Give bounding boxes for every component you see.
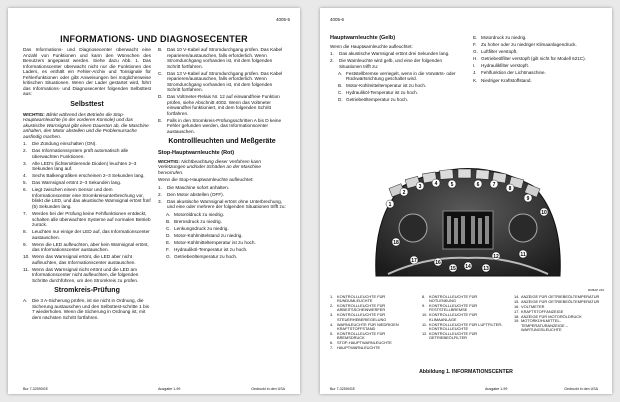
list-item-number: 2. bbox=[330, 58, 334, 64]
yellow-intro: Wenn die Hauptwarnleuchte aufleuchtet: bbox=[330, 43, 413, 49]
list-item bbox=[166, 212, 286, 218]
list-item-text: Motor-Kühlmittelstand zu niedrig. bbox=[174, 232, 243, 238]
list-item-text: Feststellbremse verriegelt, wenn in die Vorwärts- oder Rückwärtsrichtung geschaltet wird. bbox=[346, 70, 456, 82]
callout-label: 6 bbox=[476, 181, 480, 188]
list-item-number: 2. bbox=[23, 148, 27, 154]
list-item-text: Motoröldruck zu niedrig. bbox=[174, 211, 225, 217]
list-item bbox=[166, 219, 286, 225]
legend-number: 3. bbox=[330, 312, 334, 318]
stop-steps-list bbox=[158, 185, 286, 210]
list-item-number: A. bbox=[23, 298, 28, 304]
list-item-text: Wenn die LED aufleuchten, aber kein Warnsignal ertönt, das Informationscenter austauschen. bbox=[32, 241, 149, 253]
list-item bbox=[23, 187, 151, 209]
list-item-text: Getriebeöltemperatur zu hoch. bbox=[174, 254, 238, 260]
list-item bbox=[338, 71, 458, 82]
yellow-substeps-list bbox=[338, 71, 458, 103]
list-item-text: Hydraulikfilter verstopft. bbox=[481, 63, 529, 69]
yellow-steps-list bbox=[330, 51, 458, 69]
legend-text: KONTROLLLEUCHTE FÜR KLIMAANLAGE bbox=[429, 312, 478, 322]
list-item-number: A. bbox=[338, 70, 343, 76]
list-item bbox=[23, 229, 151, 240]
list-item-text: Leuchten nur einige der LED auf, das Informationscenter austauschen. bbox=[32, 229, 150, 240]
left-column-1 bbox=[23, 47, 151, 322]
callout-label: 9 bbox=[526, 195, 530, 202]
footer-issue: Ausgabe 1-99 bbox=[158, 387, 181, 391]
callout-label: 5 bbox=[450, 181, 454, 188]
stop-warning-text: Nichtbeachtung dieser Verfahren kann Verletzungen und/oder Schäden an der Maschine hervorrufen. bbox=[158, 158, 262, 175]
list-item-text: Hydrauliköl-Temperatur ist zu hoch. bbox=[174, 247, 248, 253]
list-item-number: C. bbox=[166, 225, 171, 231]
list-item-number: I. bbox=[473, 63, 476, 69]
list-item bbox=[166, 233, 286, 239]
list-item-number: G. bbox=[166, 254, 171, 260]
list-item-text: Die Zündung einschalten (ON). bbox=[32, 141, 97, 146]
legend-text: KONTROLLLEUCHTE FÜR FESTSTELLBREMSE bbox=[429, 303, 478, 313]
list-item-text: Das Warnsignal ertönt 2–3 Sekunden lang. bbox=[32, 180, 122, 186]
legend-text: KONTROLLLEUCHTE FÜR ARBEITSSCHEINWERFER bbox=[337, 303, 386, 313]
legend-text: ANZEIGE FÜR GETRIEBEÖLTEMPERATUR bbox=[521, 298, 600, 304]
legend-number: 5. bbox=[330, 330, 334, 336]
list-item bbox=[473, 42, 601, 48]
circuit-test-list-continued bbox=[158, 47, 286, 134]
list-item bbox=[23, 180, 151, 186]
list-item-text: Lenkungsdruck zu niedrig. bbox=[174, 225, 229, 231]
page-number: 4005-5 bbox=[275, 17, 290, 22]
list-item bbox=[166, 254, 286, 260]
list-item-text: Sechs Balkengrafiken erscheinen 2–3 Sekunden lang. bbox=[32, 173, 145, 179]
list-item bbox=[166, 240, 286, 246]
callout-label: 11 bbox=[520, 251, 526, 258]
list-item-text: Bremsdruck zu niedrig. bbox=[174, 218, 222, 224]
legend-item bbox=[422, 313, 504, 322]
callout-label: 17 bbox=[411, 257, 417, 264]
list-item bbox=[23, 141, 151, 147]
list-item bbox=[473, 63, 601, 69]
list-item bbox=[158, 71, 286, 93]
list-item-number: F. bbox=[473, 42, 477, 48]
list-item bbox=[473, 35, 601, 41]
figure-tag: RCBAP 216 bbox=[587, 288, 604, 292]
list-item-text: Falls in den Stromkreis-Prüfungsschritten A bis D keine Fehler gefunden werden, das Informationscenter austauschen. bbox=[167, 117, 282, 134]
callout-label: 2 bbox=[402, 189, 406, 196]
indicator-light bbox=[458, 169, 471, 178]
list-item-number: E. bbox=[158, 117, 163, 123]
list-item-text: Wenn das Warnsignal ertönt, die LED aber nicht aufleuchten, das Informationscenter austauschen. bbox=[32, 254, 136, 265]
legend-col-1 bbox=[330, 295, 412, 351]
page-number: 4005-6 bbox=[330, 17, 345, 22]
legend-text: ANZEIGE FÜR GETRIEBEÖLTEMPERATUR bbox=[521, 294, 600, 299]
list-item-number: 5. bbox=[23, 180, 27, 186]
callout-label: 15 bbox=[450, 265, 456, 272]
list-item-text: Das Informationssystem prüft automatisch alle überwachten Funktionen. bbox=[32, 148, 129, 159]
list-item-number: B. bbox=[338, 83, 343, 89]
list-item-number: 3. bbox=[23, 160, 27, 166]
list-item-number: 10. bbox=[23, 254, 30, 260]
list-item-text: Werden bei der Prüfung keine Fehlfunktionen entdeckt, schalten alle überwachten Systeme auf normalen Betrieb zurück. bbox=[32, 211, 151, 228]
list-item-text: Luftfilter verstopft. bbox=[481, 49, 518, 55]
legend-number: 19. bbox=[514, 318, 520, 324]
list-item bbox=[338, 97, 458, 103]
list-item-number: B. bbox=[158, 47, 163, 52]
list-item bbox=[23, 298, 151, 320]
list-item bbox=[338, 83, 458, 89]
legend-col-2 bbox=[422, 295, 504, 341]
list-item bbox=[158, 199, 286, 210]
warning-text: Blinkt während des Betriebs die Stop-Hauptwarnleuchte (in der vorderen Konsole) und das akustische Warnsignal gibt einen Dauerton ab, die Maschine anhalten, den Motor abstellen und die Problemursache ausfindig machen. bbox=[23, 111, 149, 139]
indicator-light bbox=[476, 170, 490, 180]
self-test-heading: Selbsttest bbox=[70, 100, 104, 108]
list-item-number: 9. bbox=[23, 241, 27, 247]
page-title: INFORMATIONS- UND DIAGNOSECENTER bbox=[60, 34, 248, 44]
legend-number: 14. bbox=[514, 294, 520, 299]
list-item-number: H. bbox=[473, 56, 478, 62]
list-item-text: Die Maschine sofort anhalten. bbox=[167, 184, 230, 190]
legend-item bbox=[330, 346, 412, 350]
warning-paragraph bbox=[23, 112, 151, 140]
list-item-number: C. bbox=[158, 70, 163, 76]
self-test-list bbox=[23, 141, 151, 283]
stop-intro: Wenn die Stop-Hauptwarnleuchte aufleuchtet: bbox=[158, 177, 254, 183]
list-item bbox=[330, 51, 458, 57]
list-item bbox=[473, 56, 601, 62]
legend-item bbox=[330, 323, 412, 332]
legend-text: WARNLEUCHTE FÜR NIEDRIGEN KRAFTSTOFFSTAND bbox=[337, 321, 399, 331]
list-item-number: 4. bbox=[23, 173, 27, 179]
list-item bbox=[23, 148, 151, 159]
list-item bbox=[23, 161, 151, 172]
list-item-text: Das akustische Warnsignal ertönt ohne Unterbrechung, und eine oder mehrere der folgenden Situationen trifft zu: bbox=[167, 198, 286, 210]
callout-label: 14 bbox=[465, 263, 471, 270]
footer-issue: Ausgabe 1-99 bbox=[485, 387, 508, 391]
list-item-number: 3. bbox=[158, 198, 162, 204]
legend-number: 6. bbox=[330, 339, 334, 345]
callout-label: 4 bbox=[434, 180, 438, 187]
list-item-text: Zu hoher oder zu niedriger Klimaanlagendruck. bbox=[481, 42, 577, 48]
list-item bbox=[158, 192, 286, 198]
list-item bbox=[473, 49, 601, 55]
list-item bbox=[23, 254, 151, 265]
list-item-text: Das 13 V-Kabel auf Stromdurchgang prüfen. Das Kabel reparieren/austauschen, falls erforderlich. Wenn Stromdurchgang vorhanden ist, mit dem folgenden Schritt fortfahren. bbox=[167, 70, 283, 93]
list-item-text: Das akustische Warnsignal ertönt drei Sekunden lang. bbox=[339, 51, 450, 56]
list-item-number: F. bbox=[166, 247, 170, 253]
list-item-number: D. bbox=[158, 94, 163, 100]
legend-number: 1. bbox=[330, 294, 334, 299]
legend-item bbox=[514, 319, 602, 332]
list-item-number: 7. bbox=[23, 211, 27, 217]
right-page bbox=[320, 8, 612, 394]
yellow-substeps-continued bbox=[473, 35, 601, 83]
legend-text: KONTROLLLEUCHTE FÜR LUFTFILTER-KONTROLLLEUCHTE bbox=[429, 321, 503, 331]
legend-item bbox=[422, 332, 504, 341]
list-item-number: B. bbox=[166, 218, 171, 224]
indicator-light bbox=[440, 170, 454, 180]
legend-col-3 bbox=[514, 295, 602, 333]
legend-item bbox=[330, 313, 412, 322]
legend-number: 12. bbox=[422, 330, 428, 336]
list-item-number: 11. bbox=[23, 266, 30, 272]
legend-text: HAUPTWARNLEUCHTE bbox=[337, 344, 381, 350]
warning-label: WICHTIG: bbox=[23, 111, 45, 117]
stop-warning-light-heading: Stop-Hauptwarnleuchte (Rot) bbox=[158, 150, 235, 157]
warning-lamp-right bbox=[509, 214, 537, 242]
list-item bbox=[158, 47, 286, 69]
list-item-number: 1. bbox=[158, 184, 162, 190]
list-item-number: C. bbox=[338, 90, 343, 96]
stop-substeps-list bbox=[166, 212, 286, 260]
list-item bbox=[23, 267, 151, 284]
list-item-text: Alle LED's (lichtemittierende Dioden) leuchten 2–3 Sekunden lang auf. bbox=[32, 160, 137, 172]
list-item-text: Niedriger Kraftstoffstand. bbox=[481, 77, 532, 83]
legend-text: KONTROLLLEUCHTE FÜR BREMSDRUCK bbox=[337, 330, 386, 341]
list-item bbox=[23, 173, 151, 179]
legend-text: KONTROLLLEUCHTE FÜR RUNDUMLEUCHTE bbox=[337, 294, 386, 304]
list-item-text: Motordruck zu niedrig. bbox=[481, 35, 527, 40]
legend-item bbox=[422, 323, 504, 332]
footer-doc-number: Bur 7-32590GE bbox=[330, 387, 355, 391]
legend-text: MOTORKÜHLMITTEL-TEMPERATURANZEIGE – WARTUNGSLEUCHTE bbox=[521, 318, 568, 333]
callout-label: 13 bbox=[483, 265, 489, 272]
footer-doc-number: Bur 7-32590GE bbox=[23, 387, 48, 391]
legend-text: VOLTMETER bbox=[521, 303, 545, 309]
list-item-text: Getriebeölfilter verstopft (gilt nicht für Modell 621C). bbox=[481, 56, 586, 62]
legend-text: ANZEIGE FÜR MOTORÖLDRUCK bbox=[521, 313, 582, 319]
list-item-text: Das 10 V-Kabel auf Stromdurchgang prüfen. Das Kabel reparieren/austauschen, falls erforderlich. Wenn Stromdurchgang vorhanden ist, mit dem folgenden Schritt fortfahren. bbox=[167, 47, 283, 69]
list-item-number: 6. bbox=[23, 187, 27, 193]
right-column-1 bbox=[330, 35, 458, 105]
callout-label: 16 bbox=[435, 259, 441, 266]
list-item bbox=[338, 90, 458, 96]
list-item-number: E. bbox=[473, 35, 478, 40]
left-page bbox=[8, 8, 300, 394]
warning-lamp-left bbox=[399, 214, 427, 242]
callout-label: 8 bbox=[508, 185, 512, 192]
list-item-number: K. bbox=[473, 77, 478, 83]
list-item-text: Den Motor abstellen (OFF). bbox=[167, 191, 225, 197]
list-item-text: Hydrauliköl-Temperatur ist zu hoch. bbox=[346, 90, 418, 96]
list-item bbox=[166, 247, 286, 253]
legend-text: KRAFTSTOFFANZEIGE bbox=[521, 308, 564, 314]
figure-caption: Abbildung 1. INFORMATIONSCENTER bbox=[419, 369, 513, 375]
stop-warning-label: WICHTIG: bbox=[158, 158, 180, 164]
callout-label: 18 bbox=[393, 239, 399, 246]
list-item-number: J. bbox=[473, 70, 477, 76]
legend-text: KONTROLLLEUCHTE FÜR NOTLENKUNG bbox=[429, 294, 478, 304]
list-item-text: Motor-Kühlmitteltemperatur ist zu hoch. bbox=[174, 239, 256, 245]
footer-printed: Gedruckt in den USA bbox=[251, 387, 285, 391]
legend-text: KONTROLLLEUCHTE FÜR STEUERHEBERIEGELUNG bbox=[337, 312, 387, 322]
legend-number: 15. bbox=[514, 298, 520, 304]
callout-label: 3 bbox=[418, 183, 422, 190]
list-item bbox=[23, 211, 151, 228]
list-item bbox=[166, 226, 286, 232]
circuit-test-heading: Stromkreis-Prüfung bbox=[54, 287, 120, 295]
intro-paragraph: Das Informations- und Diagnosecenter überwacht eine Anzahl von Funktionen und kann den Wünschen des Benutzers angepasst werden. Siehe dazu Abb. 1. Das Informationscenter überwacht nicht nur die Funktionen des Laders, es enthält ein Fehler-Archiv und Tonsignale für Fehlerfunktionen oder gibt Anweisungen bei möglicherweise kritischen Situationen. Wenn der Lader gestartet wird, führt das Informations- und Diagnosecenter folgenden Selbsttest aus: bbox=[23, 47, 151, 96]
list-item-text: Die 3 A-Sicherung prüfen, ist sie nicht in Ordnung, die Sicherung austauschen und den Selbsttest-schritte 1 bis 7 wiederholen. Wenn die Sicherung in Ordnung ist, mit dem nächsten Schritt fortfahren. bbox=[32, 298, 149, 320]
circuit-test-list bbox=[23, 298, 151, 320]
callout-label: 10 bbox=[541, 209, 547, 216]
legend-number: 11. bbox=[422, 321, 428, 327]
list-item-number: 2. bbox=[158, 191, 162, 197]
legend-number: 18. bbox=[514, 313, 520, 319]
list-item-text: Motor-Kühlmitteltemperatur ist zu hoch. bbox=[346, 83, 427, 89]
list-item-text: Wenn das Warnsignal nicht ertönt und die LED am Informationscenter nicht aufleuchten, die folgenden Schritte durchführen, um den Stromkreis zu prüfen. bbox=[32, 266, 139, 283]
list-item-text: Liegt zwischen einem Sensor und dem Informationscenter eine Stromkreisunterbrechung vor, blinkt die LED, und das akustische Warnsignal ertönt fünf (5) Sekunden lang. bbox=[32, 187, 151, 209]
callout-label: 1 bbox=[388, 201, 392, 208]
list-item bbox=[158, 185, 286, 191]
list-item-text: Die Warnleuchte wird gelb, und eine der folgenden Situationen trifft zu: bbox=[339, 58, 442, 69]
info-center-figure bbox=[368, 156, 568, 291]
legend-number: 8. bbox=[422, 294, 426, 299]
right-column-2 bbox=[473, 35, 601, 85]
left-column-2 bbox=[158, 47, 286, 261]
legend-number: 10. bbox=[422, 312, 428, 318]
callout-label: 12 bbox=[493, 253, 499, 260]
footer-printed: Gedruckt in den USA bbox=[564, 387, 598, 391]
list-item bbox=[23, 242, 151, 253]
list-item-number: 1. bbox=[330, 51, 334, 56]
list-item bbox=[473, 70, 601, 76]
list-item-number: G. bbox=[473, 49, 478, 55]
legend-number: 16. bbox=[514, 303, 520, 309]
legend-number: 7. bbox=[330, 344, 334, 350]
list-item-number: A. bbox=[166, 211, 171, 217]
list-item-number: D. bbox=[338, 97, 343, 103]
legend-number: 2. bbox=[330, 303, 334, 309]
legend-number: 17. bbox=[514, 308, 520, 314]
list-item bbox=[473, 78, 601, 84]
list-item-number: 8. bbox=[23, 229, 27, 235]
list-item bbox=[158, 118, 286, 135]
list-item-number: D. bbox=[166, 232, 171, 238]
legend-text: KONTROLLLEUCHTE FÜR GETRIEBEÖLFILTER bbox=[429, 330, 478, 341]
legend-number: 9. bbox=[422, 303, 426, 309]
stop-warning-paragraph bbox=[158, 159, 286, 176]
list-item-text: Getriebeöltemperatur zu hoch. bbox=[346, 97, 409, 103]
callout-label: 7 bbox=[492, 181, 496, 188]
legend-text: STOP-HAUPTWARNLEUCHTE bbox=[337, 339, 392, 345]
list-item-text: Das Voltmeter-Relais Nr. 12 auf einwandfreie Funktion prüfen, siehe Abschnitt 4002. Wenn das Voltmeter einwandfrei funktioniert, mit dem folgenden Schritt fortfahren. bbox=[167, 94, 280, 116]
list-item bbox=[158, 94, 286, 116]
list-item-number: E. bbox=[166, 239, 171, 245]
list-item-text: Fehlfunktion der Lichtmaschine. bbox=[481, 70, 546, 76]
yellow-warning-heading: Hauptwarnleuchte (Gelb) bbox=[330, 35, 396, 41]
control-lights-heading: Kontrollleuchten und Meßgeräte bbox=[168, 138, 276, 146]
list-item bbox=[330, 58, 458, 69]
list-item-number: 1. bbox=[23, 141, 27, 146]
legend-number: 4. bbox=[330, 321, 334, 327]
